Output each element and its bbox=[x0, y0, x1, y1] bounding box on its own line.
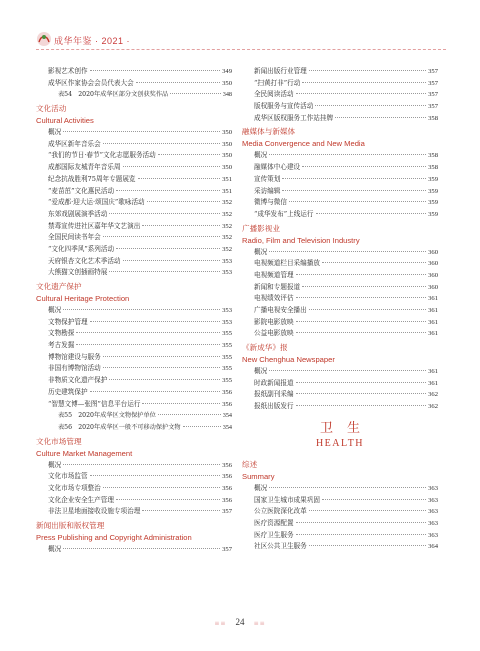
toc-entry[interactable] bbox=[242, 518, 438, 530]
toc-entry[interactable] bbox=[242, 89, 438, 101]
leader-dots bbox=[170, 93, 220, 94]
leader-dots bbox=[289, 201, 426, 202]
toc-entry[interactable] bbox=[242, 530, 438, 542]
toc-page-number: 357 bbox=[428, 79, 438, 87]
toc-entry[interactable] bbox=[36, 483, 232, 495]
toc-page-number: 362 bbox=[428, 403, 438, 411]
toc-page-number: 352 bbox=[222, 234, 232, 242]
leader-dots bbox=[296, 321, 427, 322]
toc-page-number: 356 bbox=[222, 461, 232, 469]
toc-page-number: 353 bbox=[222, 269, 232, 277]
toc-entry-title: “智慧文博—张图”信息平台运行 bbox=[48, 399, 141, 408]
toc-page-number: 355 bbox=[222, 365, 232, 373]
leader-dots bbox=[103, 143, 220, 144]
toc-page-number: 357 bbox=[428, 91, 438, 99]
toc-page-number: 359 bbox=[428, 187, 438, 195]
toc-page-number: 360 bbox=[428, 248, 438, 256]
toc-entry[interactable] bbox=[242, 506, 438, 518]
toc-entry-title: 大熊猫文创插画特展 bbox=[48, 268, 108, 277]
leader-dots bbox=[316, 213, 427, 214]
toc-entry-title: 概况 bbox=[48, 460, 62, 469]
toc-entry-title: “文化四季风”系列活动 bbox=[48, 244, 115, 253]
section-heading-cn: 《新成华》报 bbox=[242, 343, 288, 353]
leader-dots bbox=[109, 271, 220, 272]
toc-entry-title: 表54 2020年成华区部分文创获奖作品 bbox=[58, 91, 169, 99]
toc-entry-title: 概况 bbox=[254, 247, 268, 256]
toc-entry-title: 文化市场专项整治 bbox=[48, 483, 101, 492]
toc-page-number: 361 bbox=[428, 330, 438, 338]
toc-entry-title: 国家卫生城市成果巩固 bbox=[254, 495, 320, 504]
leader-dots bbox=[109, 379, 220, 380]
leader-dots bbox=[302, 286, 426, 287]
toc-entry-title: 纪念抗战胜利75周年专题展览 bbox=[48, 174, 136, 183]
leader-dots bbox=[109, 213, 220, 214]
leader-dots bbox=[123, 166, 221, 167]
leader-dots bbox=[147, 201, 220, 202]
toc-page-number: 352 bbox=[222, 245, 232, 253]
leader-dots bbox=[183, 426, 221, 427]
toc-entry-title: 全民阅读活动 bbox=[254, 90, 294, 99]
toc-entry-title: 成华区版权服务工作站挂牌 bbox=[254, 113, 334, 122]
toc-entry-title: 非物质文化遗产保护 bbox=[48, 376, 108, 385]
leader-dots bbox=[282, 190, 426, 191]
toc-page-number: 348 bbox=[222, 91, 232, 99]
leader-dots bbox=[269, 487, 426, 488]
toc-entry[interactable] bbox=[36, 352, 232, 364]
toc-entry[interactable] bbox=[242, 101, 438, 113]
section-heading-cn: 融媒体与新媒体 bbox=[242, 127, 296, 137]
toc-entry-title: 表56 2020年成华区一般不可移动保护文物 bbox=[58, 423, 181, 431]
toc-page-number: 361 bbox=[428, 307, 438, 314]
toc-table-entry[interactable] bbox=[36, 89, 232, 101]
toc-entry-title: 概况 bbox=[254, 367, 268, 376]
toc-page-number: 361 bbox=[428, 318, 438, 326]
leader-dots bbox=[269, 251, 426, 252]
toc-page-number: 350 bbox=[222, 164, 232, 172]
section-heading-cn: 文化活动 bbox=[36, 104, 67, 114]
toc-entry[interactable] bbox=[242, 113, 438, 125]
toc-entry-title: 报纸副刊采编 bbox=[254, 390, 294, 399]
toc-entry-title: 时政新闻报道 bbox=[254, 378, 294, 387]
toc-entry[interactable] bbox=[36, 340, 232, 352]
toc-entry[interactable] bbox=[242, 389, 438, 401]
toc-entry-title: “成华发布”上线运行 bbox=[254, 209, 314, 218]
toc-page-number: 356 bbox=[222, 496, 232, 504]
section-heading-en: Media Convergence and New Media bbox=[242, 139, 365, 149]
toc-entry-title: 宣传策划 bbox=[254, 174, 281, 183]
toc-page-number: 350 bbox=[222, 129, 232, 137]
toc-page-number: 357 bbox=[222, 508, 232, 516]
toc-entry-title: 文化市场监管 bbox=[48, 472, 88, 481]
leader-dots bbox=[296, 522, 427, 523]
toc-entry-title: 概况 bbox=[254, 483, 268, 492]
leader-dots bbox=[309, 510, 426, 511]
toc-entry-title: 博物馆建设与服务 bbox=[48, 352, 101, 361]
leader-dots bbox=[282, 178, 426, 179]
toc-entry-title: 公益电影放映 bbox=[254, 329, 294, 338]
toc-page-number: 361 bbox=[428, 368, 438, 376]
toc-entry-title: 广播电视安全播出 bbox=[254, 306, 307, 314]
toc-page-number: 353 bbox=[222, 318, 232, 326]
toc-entry[interactable] bbox=[242, 162, 438, 174]
toc-page-number: 362 bbox=[428, 391, 438, 399]
toc-page-number: 354 bbox=[222, 423, 232, 431]
toc-entry[interactable] bbox=[36, 495, 232, 507]
toc-entry-title: 成华区作家协会会员代表大会 bbox=[48, 78, 134, 87]
header-title: 成华年鉴 · 2021 · bbox=[54, 36, 131, 46]
leader-dots bbox=[116, 248, 220, 249]
toc-page-number: 359 bbox=[428, 210, 438, 218]
toc-entry[interactable] bbox=[242, 247, 438, 259]
header-divider bbox=[36, 49, 446, 50]
leader-dots bbox=[269, 370, 426, 371]
toc-entry[interactable] bbox=[242, 317, 438, 329]
toc-page-number: 359 bbox=[428, 199, 438, 207]
toc-entry-title: 历史建筑保护 bbox=[48, 387, 88, 396]
toc-entry[interactable] bbox=[36, 232, 232, 244]
toc-entry[interactable] bbox=[36, 162, 232, 174]
toc-entry[interactable] bbox=[36, 460, 232, 472]
leader-dots bbox=[90, 70, 221, 71]
toc-entry[interactable] bbox=[242, 66, 438, 78]
leader-dots bbox=[158, 414, 221, 415]
toc-entry-title: 报纸出版发行 bbox=[254, 402, 294, 411]
toc-entry-title: 电视频道管理 bbox=[254, 270, 294, 279]
toc-entry-title: 影视艺术创作 bbox=[48, 67, 88, 75]
toc-entry-title: 采访编辑 bbox=[254, 186, 281, 195]
toc-entry-title: “麦苗茁”文化惠民活动 bbox=[48, 186, 115, 195]
toc-entry[interactable] bbox=[242, 366, 438, 378]
leader-dots bbox=[76, 344, 220, 345]
toc-entry[interactable] bbox=[242, 328, 438, 340]
page-header bbox=[0, 0, 480, 52]
leader-dots bbox=[296, 332, 427, 333]
toc-entry[interactable] bbox=[36, 267, 232, 279]
page-footer bbox=[0, 610, 480, 627]
toc-entry[interactable] bbox=[242, 197, 438, 209]
toc-page-number: 353 bbox=[222, 257, 232, 265]
section-heading-cn: 文化遗产保护 bbox=[36, 282, 82, 291]
toc-entry-title: 禁毒宣传进社区嘉年华文艺演出 bbox=[48, 221, 141, 230]
leader-dots bbox=[103, 356, 220, 357]
toc-page-number: 355 bbox=[222, 330, 232, 338]
toc-entry-title: 电视频道栏目采编播放 bbox=[254, 259, 320, 268]
toc-entry-title: 社区公共卫生服务 bbox=[254, 542, 307, 551]
toc-page-number: 360 bbox=[428, 271, 438, 279]
toc-entry-title: 医疗卫生服务 bbox=[254, 530, 294, 539]
toc-entry-title: “扫黄打非”行动 bbox=[254, 78, 301, 87]
leader-dots bbox=[63, 131, 220, 132]
leader-dots bbox=[296, 382, 427, 383]
leader-dots bbox=[90, 475, 221, 476]
toc-page-number: 356 bbox=[222, 484, 232, 492]
toc-page-number: 361 bbox=[428, 295, 438, 303]
toc-page-number: 358 bbox=[428, 152, 438, 160]
toc-entry[interactable] bbox=[36, 221, 232, 233]
toc-entry[interactable] bbox=[242, 150, 438, 162]
toc-entry[interactable] bbox=[36, 305, 232, 317]
section-heading-en: Press Publishing and Copyright Administration bbox=[36, 533, 192, 542]
toc-page-number: 361 bbox=[428, 379, 438, 387]
toc-entry[interactable] bbox=[36, 139, 232, 151]
leader-dots bbox=[269, 154, 426, 155]
toc-entry-title: 考古发掘 bbox=[48, 341, 75, 350]
toc-page-number: 358 bbox=[428, 114, 438, 122]
toc-table-entry[interactable] bbox=[36, 410, 232, 422]
toc-entry[interactable] bbox=[36, 375, 232, 387]
toc-entry-title: 天府银杏文化艺术季活动 bbox=[48, 256, 121, 265]
toc-entry[interactable] bbox=[242, 305, 438, 317]
toc-entry[interactable] bbox=[242, 282, 438, 294]
toc-entry-title: 文物保护管理 bbox=[48, 317, 88, 326]
leader-dots bbox=[103, 367, 220, 368]
toc-page-number: 363 bbox=[428, 484, 438, 492]
toc-entry-title: 非国有博物馆活动 bbox=[48, 364, 101, 373]
leader-dots bbox=[309, 309, 426, 310]
toc-entry-title: 成华区新年音乐会 bbox=[48, 139, 101, 148]
leader-dots bbox=[309, 545, 426, 546]
leader-dots bbox=[116, 499, 220, 500]
section-heading-en: Culture Market Management bbox=[36, 448, 133, 458]
toc-entry-title: 全国民间读书年会 bbox=[48, 233, 101, 242]
toc-entry[interactable] bbox=[36, 256, 232, 268]
toc-entry-title: 概况 bbox=[48, 545, 62, 553]
toc-entry-title: 新闻出版行业管理 bbox=[254, 67, 307, 75]
toc-page-number: 352 bbox=[222, 199, 232, 207]
toc-entry[interactable] bbox=[36, 471, 232, 483]
toc-entry[interactable] bbox=[242, 186, 438, 198]
leader-dots bbox=[138, 178, 221, 179]
leader-dots bbox=[315, 105, 426, 106]
leader-dots bbox=[309, 70, 426, 71]
leader-dots bbox=[335, 117, 426, 118]
toc-entry-title: 成都国际友城青年音乐周 bbox=[48, 163, 121, 172]
toc-entry[interactable] bbox=[36, 387, 232, 399]
toc-entry[interactable] bbox=[242, 293, 438, 305]
leader-dots bbox=[302, 166, 426, 167]
section-heading-cn: 广播影视业 bbox=[242, 223, 280, 233]
toc-entry-title: 概况 bbox=[48, 306, 62, 314]
toc-entry[interactable] bbox=[36, 317, 232, 329]
leader-dots bbox=[296, 534, 427, 535]
toc-page-number: 351 bbox=[222, 175, 232, 183]
toc-entry[interactable] bbox=[242, 270, 438, 282]
toc-entry[interactable] bbox=[242, 78, 438, 90]
toc-entry-title: 概况 bbox=[254, 151, 268, 160]
toc-page-number: 350 bbox=[222, 140, 232, 148]
toc-page-number: 363 bbox=[428, 519, 438, 527]
toc-entry-title: 医疗资源配置 bbox=[254, 518, 294, 527]
leader-dots bbox=[136, 82, 220, 83]
leader-dots bbox=[322, 499, 426, 500]
toc-page-number: 360 bbox=[428, 260, 438, 268]
toc-entry[interactable] bbox=[242, 483, 438, 495]
toc-page-number: 364 bbox=[428, 543, 438, 551]
toc-entry[interactable] bbox=[36, 150, 232, 162]
leader-dots bbox=[158, 154, 220, 155]
leader-dots bbox=[142, 403, 220, 404]
section-heading-en: New Chenghua Newspaper bbox=[242, 355, 335, 365]
leader-dots bbox=[63, 548, 220, 549]
toc-page-number: 351 bbox=[222, 187, 232, 195]
toc-right-column bbox=[242, 66, 438, 553]
footer-ornament-left: ≡≡ bbox=[214, 620, 227, 627]
toc-entry[interactable] bbox=[36, 328, 232, 340]
leader-dots bbox=[296, 93, 427, 94]
section-heading-en: Cultural Heritage Protection bbox=[36, 294, 130, 303]
leader-dots bbox=[116, 190, 220, 191]
toc-page-number: 357 bbox=[428, 68, 438, 75]
section-heading-cn: 新闻出版和版权管理 bbox=[36, 521, 105, 530]
toc-page-number: 355 bbox=[222, 342, 232, 350]
toc-entry-title: 微博与微信 bbox=[254, 198, 287, 207]
leader-dots bbox=[103, 487, 220, 488]
section-heading-cn: 综述 bbox=[242, 459, 258, 469]
toc-entry[interactable] bbox=[36, 197, 232, 209]
leader-dots bbox=[63, 464, 220, 465]
toc-left-column bbox=[36, 66, 232, 556]
toc-entry[interactable] bbox=[242, 174, 438, 186]
toc-page-number: 359 bbox=[428, 175, 438, 183]
toc-entry[interactable] bbox=[242, 401, 438, 413]
section-heading-cn: 文化市场管理 bbox=[36, 436, 82, 446]
chapter-title-en: HEALTH bbox=[315, 437, 365, 449]
toc-entry[interactable] bbox=[36, 506, 232, 518]
toc-entry[interactable] bbox=[36, 544, 232, 556]
toc-page-number: 353 bbox=[222, 307, 232, 314]
toc-entry[interactable] bbox=[242, 258, 438, 270]
leader-dots bbox=[103, 236, 220, 237]
toc-page-number: 352 bbox=[222, 210, 232, 218]
toc-entry-title: 版权服务与宣传活动 bbox=[254, 102, 314, 111]
toc-entry[interactable] bbox=[36, 66, 232, 78]
section-heading-en: Summary bbox=[242, 471, 275, 481]
toc-page-number: 357 bbox=[428, 103, 438, 111]
toc-entry[interactable] bbox=[242, 209, 438, 221]
toc-entry-title: 新闻和专题报道 bbox=[254, 282, 301, 291]
chapter-title-cn: 卫生 bbox=[319, 420, 374, 436]
toc-table-entry[interactable] bbox=[36, 422, 232, 434]
toc-page-number: 350 bbox=[222, 152, 232, 160]
toc-page-number: 356 bbox=[222, 400, 232, 408]
toc-page-number: 356 bbox=[222, 388, 232, 396]
leader-dots bbox=[296, 297, 427, 298]
toc-page-number: 358 bbox=[428, 164, 438, 172]
leader-dots bbox=[296, 274, 427, 275]
leader-dots bbox=[142, 510, 220, 511]
toc-page-number: 352 bbox=[222, 222, 232, 230]
toc-entry-title: 融媒体中心建设 bbox=[254, 163, 301, 172]
toc-entry[interactable] bbox=[242, 495, 438, 507]
toc-page-number: 357 bbox=[222, 546, 232, 553]
leader-dots bbox=[302, 82, 426, 83]
toc-page-number: 363 bbox=[428, 508, 438, 516]
toc-entry-title: 公立医院深化改革 bbox=[254, 507, 307, 516]
toc-page-number: 350 bbox=[222, 79, 232, 87]
toc-entry[interactable] bbox=[36, 209, 232, 221]
toc-entry-title: 文物勘探 bbox=[48, 329, 75, 338]
toc-entry[interactable] bbox=[36, 186, 232, 198]
toc-entry-title: 表55 2020年成华区文物保护单位 bbox=[58, 412, 156, 420]
toc-entry-title: 东郊戏剧展演季活动 bbox=[48, 209, 108, 218]
footer-ornament-right: ≡≡ bbox=[253, 620, 266, 627]
leader-dots bbox=[296, 393, 427, 394]
toc-entry-title: 影院电影放映 bbox=[254, 317, 294, 326]
toc-page-number: 363 bbox=[428, 531, 438, 539]
toc-entry[interactable] bbox=[36, 127, 232, 139]
leader-dots bbox=[90, 321, 221, 322]
section-heading-en: Cultural Activities bbox=[36, 116, 94, 126]
toc-entry[interactable] bbox=[242, 541, 438, 553]
toc-entry[interactable] bbox=[36, 174, 232, 186]
toc-page-number: 349 bbox=[222, 68, 232, 75]
toc-entry[interactable] bbox=[36, 244, 232, 256]
toc-page-number: 363 bbox=[428, 496, 438, 504]
leader-dots bbox=[322, 262, 426, 263]
toc-page-number: 356 bbox=[222, 473, 232, 481]
toc-entry-title: “爱成都·迎大运·颂国庆”歌咏活动 bbox=[48, 198, 145, 207]
toc-entry[interactable] bbox=[36, 363, 232, 375]
toc-entry-title: 概况 bbox=[48, 128, 62, 137]
toc-page-number: 354 bbox=[222, 412, 232, 420]
page-number: 24 bbox=[235, 617, 245, 627]
leader-dots bbox=[76, 332, 220, 333]
leader-dots bbox=[90, 391, 221, 392]
toc-entry[interactable] bbox=[36, 78, 232, 90]
leader-dots bbox=[123, 260, 221, 261]
toc-entry-title: “我们的节日·春节”文化志愿服务活动 bbox=[48, 151, 156, 160]
toc-page-number: 355 bbox=[222, 377, 232, 385]
toc-entry-title: 非法卫星地面接收设施专项治理 bbox=[48, 507, 141, 516]
toc-page-number: 355 bbox=[222, 353, 232, 361]
leader-dots bbox=[142, 225, 220, 226]
toc-entry-title: 电视绩效评估 bbox=[254, 294, 294, 303]
yearbook-logo-icon bbox=[36, 31, 52, 47]
leader-dots bbox=[296, 405, 427, 406]
section-heading-en: Radio, Film and Television Industry bbox=[242, 235, 360, 245]
toc-entry[interactable] bbox=[36, 399, 232, 411]
toc-entry-title: 文化企业安全生产管理 bbox=[48, 495, 114, 504]
toc-entry[interactable] bbox=[242, 378, 438, 390]
leader-dots bbox=[63, 309, 220, 310]
toc-page-number: 360 bbox=[428, 283, 438, 291]
